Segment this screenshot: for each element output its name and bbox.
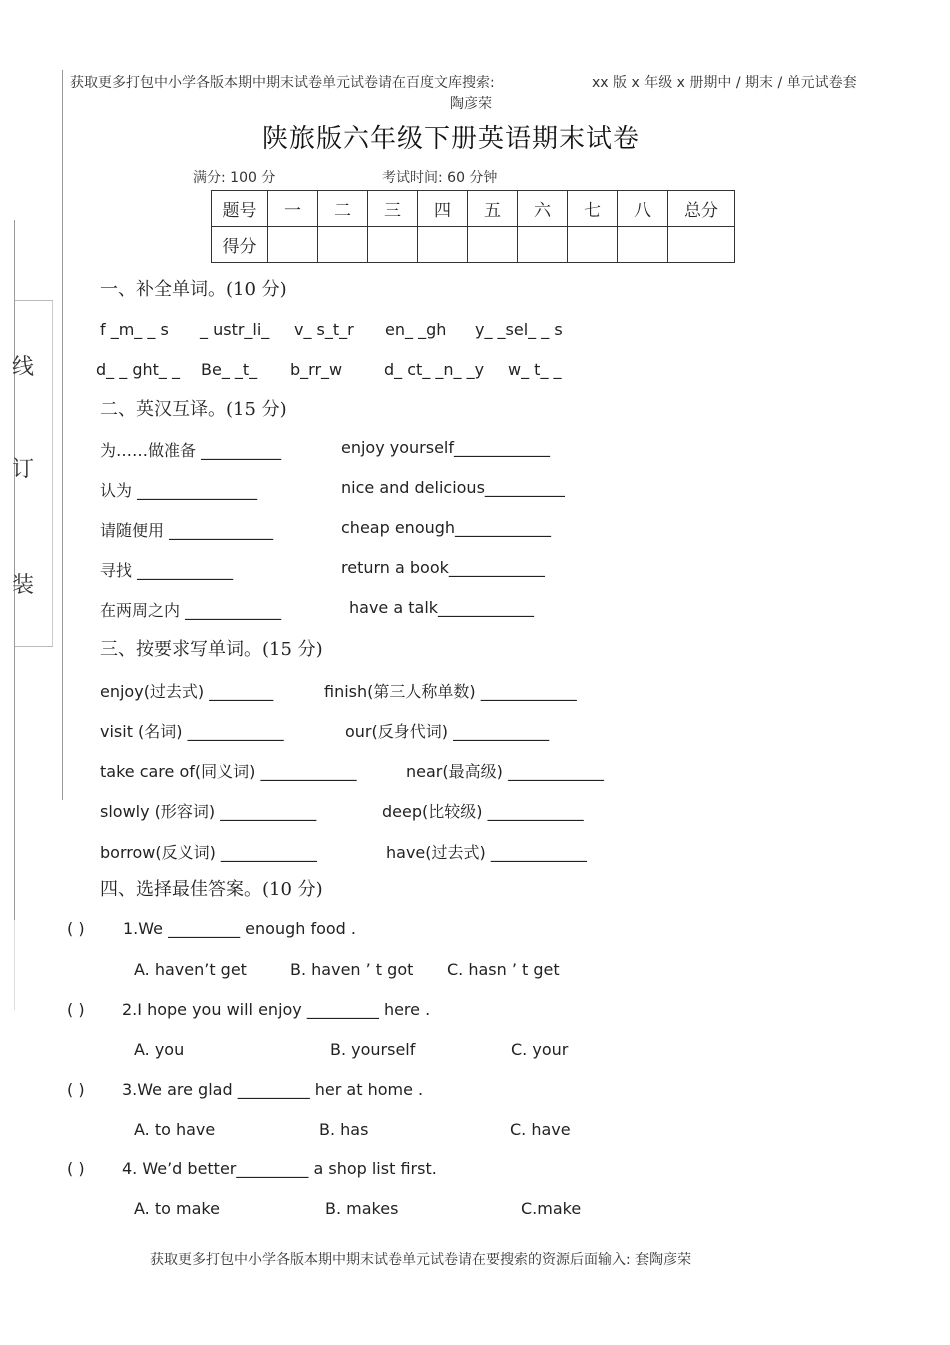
score-cell-total-header: 总分 — [668, 191, 735, 227]
score-cell-header: 五 — [468, 191, 518, 227]
option-c: C.make — [521, 1199, 582, 1218]
option-b: B. makes — [325, 1199, 399, 1218]
word-blank: f _m_ _ s — [100, 320, 169, 339]
promo-text-right: xx 版 x 年级 x 册期中 / 期末 / 单元试卷套 — [592, 75, 857, 91]
promo-text-left: 获取更多打包中小学各版本期中期末试卷单元试卷请在百度文库搜索: — [70, 75, 495, 91]
score-cell-blank[interactable] — [318, 227, 368, 263]
exam-time: 考试时间: 60 分钟 — [382, 170, 498, 186]
score-cell-blank[interactable] — [518, 227, 568, 263]
binding-line-tail — [14, 920, 15, 1010]
word-blank: Be_ _t_ — [201, 360, 258, 379]
translation-item: enjoy yourself____________ — [341, 438, 551, 457]
answer-paren[interactable]: ( ) — [67, 919, 85, 938]
section4-heading: 四、选择最佳答案。(10 分) — [100, 879, 323, 900]
word-form-item: finish(第三人称单数) ____________ — [324, 682, 577, 701]
word-blank: w_ t_ _ — [508, 360, 562, 379]
answer-paren[interactable]: ( ) — [67, 1159, 85, 1178]
option-c: C. your — [511, 1040, 569, 1059]
option-b: B. has — [319, 1120, 369, 1139]
translation-item: have a talk____________ — [349, 598, 535, 617]
section3-heading: 三、按要求写单词。(15 分) — [100, 639, 323, 660]
word-blank: en_ _gh — [385, 320, 447, 339]
word-blank: _ ustr_li_ — [200, 320, 270, 339]
option-c: C. hasn ’ t get — [447, 960, 560, 979]
translation-item: 在两周之内 ____________ — [100, 601, 282, 620]
translation-item: cheap enough____________ — [341, 518, 552, 537]
promo-name: 陶彦荣 — [450, 96, 492, 112]
score-cell-blank[interactable] — [468, 227, 518, 263]
option-c: C. have — [510, 1120, 571, 1139]
binding-char-staple: 订 — [12, 457, 35, 482]
score-cell-header: 四 — [418, 191, 468, 227]
translation-item: 请随便用 _____________ — [100, 521, 274, 540]
binding-box-right — [52, 300, 53, 646]
score-table — [211, 190, 735, 263]
option-a: A. to have — [134, 1120, 216, 1139]
score-cell-label: 得分 — [212, 227, 268, 263]
word-blank: v_ s_t_r — [294, 320, 354, 339]
word-form-item: take care of(同义词) ____________ — [100, 762, 357, 781]
word-form-item: have(过去式) ____________ — [386, 843, 587, 862]
option-a: A. to make — [134, 1199, 220, 1218]
full-score: 满分: 100 分 — [193, 170, 276, 186]
word-form-item: deep(比较级) ____________ — [382, 802, 584, 821]
word-blank: d_ _ ght_ _ — [96, 360, 180, 379]
word-form-item: our(反身代词) ____________ — [345, 722, 550, 741]
binding-char-bind: 装 — [12, 573, 35, 598]
word-form-item: slowly (形容词) ____________ — [100, 802, 317, 821]
score-cell-header: 三 — [368, 191, 418, 227]
section1-heading: 一、补全单词。(10 分) — [100, 279, 287, 300]
score-cell-blank[interactable] — [268, 227, 318, 263]
score-cell-header: 二 — [318, 191, 368, 227]
score-cell-header: 七 — [568, 191, 618, 227]
option-a: A. haven’t get — [134, 960, 247, 979]
section2-heading: 二、英汉互译。(15 分) — [100, 399, 287, 420]
score-cell-blank[interactable] — [368, 227, 418, 263]
translation-item: 寻找 ____________ — [100, 561, 234, 580]
word-blank: d_ ct_ _n_ _y — [384, 360, 485, 379]
question-stem: 1.We _________ enough food . — [123, 919, 356, 938]
score-cell-blank[interactable] — [418, 227, 468, 263]
score-cell-blank[interactable] — [618, 227, 668, 263]
word-form-item: near(最高级) ____________ — [406, 762, 604, 781]
option-b: B. haven ’ t got — [290, 960, 414, 979]
score-cell-header: 一 — [268, 191, 318, 227]
word-form-item: borrow(反义词) ____________ — [100, 843, 317, 862]
option-a: A. you — [134, 1040, 185, 1059]
word-blank: y_ _sel_ _ s — [475, 320, 563, 339]
binding-box-bottom — [15, 646, 53, 647]
score-cell-total-blank[interactable] — [668, 227, 735, 263]
answer-paren[interactable]: ( ) — [67, 1080, 85, 1099]
question-stem: 4. We’d better_________ a shop list first. — [122, 1159, 437, 1178]
score-cell-header: 六 — [518, 191, 568, 227]
page-title: 陕旅版六年级下册英语期末试卷 — [262, 124, 641, 154]
score-cell-header: 八 — [618, 191, 668, 227]
word-form-item: enjoy(过去式) ________ — [100, 682, 274, 701]
translation-item: 认为 _______________ — [100, 481, 258, 500]
score-cell-label: 题号 — [212, 191, 268, 227]
word-blank: b_rr_w — [290, 360, 343, 379]
score-cell-blank[interactable] — [568, 227, 618, 263]
option-b: B. yourself — [330, 1040, 416, 1059]
binding-box-top — [15, 300, 53, 301]
score-table-header-row — [212, 191, 735, 227]
question-stem: 2.I hope you will enjoy _________ here . — [122, 1000, 431, 1019]
translation-item: return a book____________ — [341, 558, 545, 577]
score-table-score-row — [212, 227, 735, 263]
binding-char-line: 线 — [12, 355, 35, 380]
answer-paren[interactable]: ( ) — [67, 1000, 85, 1019]
footer-promo: 获取更多打包中小学各版本期中期末试卷单元试卷请在要搜索的资源后面输入: 套陶彦荣 — [150, 1252, 692, 1268]
binding-line-inner — [62, 70, 63, 800]
translation-item: 为……做准备 __________ — [100, 441, 282, 460]
translation-item: nice and delicious__________ — [341, 478, 565, 497]
question-stem: 3.We are glad _________ her at home . — [122, 1080, 424, 1099]
word-form-item: visit (名词) ____________ — [100, 722, 284, 741]
